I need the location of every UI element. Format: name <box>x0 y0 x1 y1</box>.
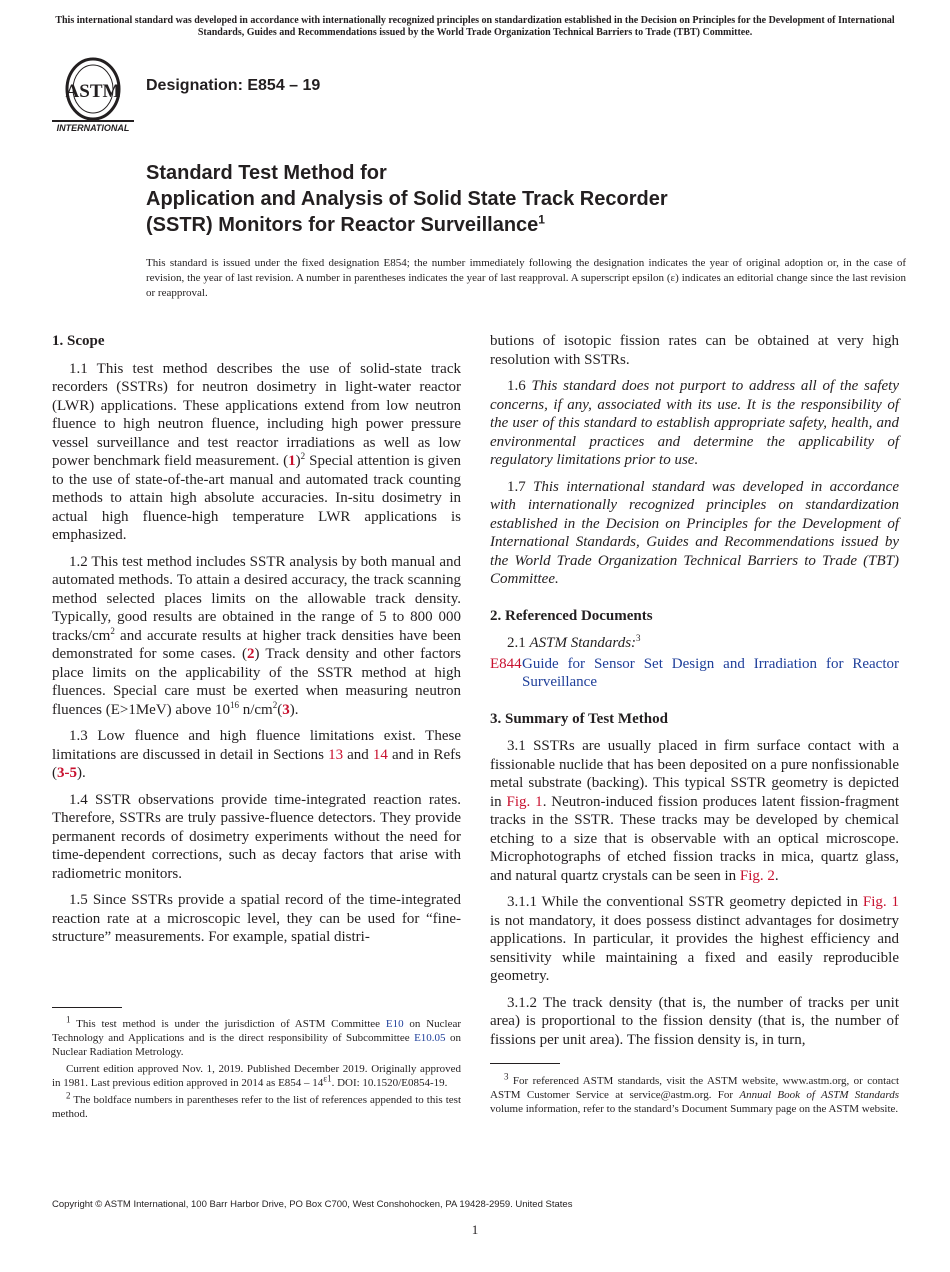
para-2-1: 2.1 ASTM Standards:$^3$ <box>507 633 641 651</box>
section-link-13[interactable]: 13 <box>328 746 344 763</box>
refdoc-code[interactable]: E844 <box>490 655 522 672</box>
ref-link-2[interactable]: 2 <box>246 646 255 662</box>
right-column <box>490 332 899 1057</box>
title-line-3: (SSTR) Monitors for Reactor Surveillance$^1$ <box>146 212 545 236</box>
para-1-3: 1.3 Low fluence and high fluence limitations exist. These limitations are discussed in detail in Sections 13 and 14 and in Refs (3-5). <box>52 728 461 781</box>
section-2-heading: 2. Referenced Documents <box>490 607 653 624</box>
copyright-line: Copyright © ASTM International, 100 Barr Harbor Drive, PO Box C700, West Conshohocken, PA 19428-2959. United States <box>52 1199 573 1210</box>
footnotes-right <box>490 1071 899 1119</box>
footnote-3: $^3$ For referenced ASTM standards, visit the ASTM website, www.astm.org, or contact ASTM Customer Service at service@astm.org. For Annual Book of ASTM Standards volume information, refer to the standard’s Document Summary page on the ASTM website. <box>490 1071 899 1115</box>
ref-link-3-5[interactable]: 3-5 <box>57 765 77 781</box>
fig-2-link[interactable]: Fig. 2 <box>739 867 775 884</box>
referenced-document-e844[interactable] <box>490 655 899 692</box>
footnote-ref-2[interactable]: 2 <box>300 451 306 461</box>
para-1-2: 1.2 This test method includes SSTR analysis by both manual and automated methods. To attain a desired accuracy, the track scanning method selected places limits on the allowable track density. Typically, good results are obtained in the range of 5 to 800 000 tracks/$cm^2$ and accurate results at higher track densities have been demonstrated for some cases. (2) Track density and other factors place limits on the applicability of the SSTR method at high fluences. Special care must be exerted when measuring neutron fluences (E>1MeV) above $10^{16}$ $n/cm^2(3)$. <box>52 553 461 718</box>
footnote-1: $^1$ This test method is under the jurisdiction of ASTM Committee E10 on Nuclear Technology and Applications and is the direct responsibility of Subcommittee E10.05 on Nuclear Radiation Metrology. <box>52 1014 462 1058</box>
issued-note: This standard is issued under the fixed designation E854; the number immediately following the designation indicates the year of original adoption or, in the case of revision, the year of last revision. A number in parentheses indicates the year of last reapproval. A superscript epsilon (ε) indicates an editorial change since the last revision or reapproval. <box>146 257 906 299</box>
para-1-7: 1.7 This international standard was developed in accordance with internationally recognized principles on standardization established in the Decision on Principles for the Development of International Standards, Guides and Recommendations issued by the World Trade Organization Technical Barriers to Trade (TBT) Committee. <box>490 478 899 587</box>
astm-logo <box>52 57 134 133</box>
section-1-heading: 1. Scope <box>52 333 105 349</box>
footnote-rule-left <box>52 1007 122 1008</box>
para-1-4: 1.4 SSTR observations provide time-integrated reaction rates. Therefore, SSTRs are truly passive-fluence detectors. They provide permanent records of dosimetry experiments without the need for time-dependent corrections, such as decay factors that arise with radiometric monitors. <box>52 791 461 882</box>
page-number: 1 <box>471 1222 479 1237</box>
para-1-6: 1.6 This standard does not purport to address all of the safety concerns, if any, associated with its use. It is the responsibility of the user of this standard to establish appropriate safety, health, and environmental practices and determine the applicability of regulatory limitations prior to use. <box>490 378 900 468</box>
tbt-notice: This international standard was developed in accordance with internationally recognized principles on standardization established in the Decision on Principles for the Development of International Standards, Guides and Recommendations issued by the World Trade Organization Technical Barriers to Trade (TBT) Committee. <box>55 15 895 38</box>
logo-letters: ASTM <box>65 81 121 102</box>
title-line-2: Application and Analysis of Solid State Track Recorder <box>146 188 668 210</box>
footnotes-left <box>52 1014 462 1124</box>
document-title <box>146 160 906 238</box>
fig-1-link-2[interactable]: Fig. 1 <box>862 894 899 910</box>
footnote-1-edition: Current edition approved Nov. 1, 2019. Published December 2019. Originally approved in 1981. Last previous edition approved in 2014 as $E854 - 14^{\varepsilon 1}$. DOI: 10.1520/E0854-19. <box>52 1063 461 1089</box>
para-1-1: 1.1 This test method describes the use of solid-state track recorders (SSTRs) for neutron dosimetry in light-water reactor (LWR) applications. These applications extend from low neutron fluence to high neutron fluence, including high power pressure vessel surveillance and test reactor irradiations as well as low power benchmark field measurement. $(1)^2$ Special attention is given to the use of state-of-the-art manual and automated track counting methods to attain high absolute accuracies. In-situ dosimetry in actual high fluence-high temperature LWR applications is emphasized. <box>52 360 461 543</box>
refdoc-title[interactable]: Guide for Sensor Set Design and Irradiation for Reactor Surveillance <box>522 655 899 690</box>
ref-link-1[interactable]: 1 <box>288 453 296 469</box>
para-3-1-2: 3.1.2 The track density (that is, the number of tracks per unit area) is proportional to the fission density (that is, the number of fissions per unit area). The fission density is, in turn, <box>490 994 899 1048</box>
subcommittee-e1005-link[interactable]: E10.05 <box>414 1032 446 1044</box>
footnote-ref-3[interactable]: 3 <box>636 633 641 643</box>
para-1-5-cont: butions of isotopic fission rates can be obtained at very high resolution with SSTRs. <box>490 333 899 368</box>
fig-1-link[interactable]: Fig. 1 <box>506 793 543 810</box>
section-link-14[interactable]: 14 <box>372 746 388 763</box>
designation-label: Designation: <box>146 77 243 94</box>
para-3-1: 3.1 SSTRs are usually placed in firm surface contact with a fissionable nuclide that has been deposited on a pure nonfissionable metal substrate (backing). This typical SSTR geometry is depicted in Fig. 1. Neutron-induced fission produces latent fission-fragment tracks in the SSTR. These tracks may be developed by chemical etching to a size that is observable with an optical microscope. Microphotographs of etched fission tracks in mica, quartz glass, and natural quartz crystals can be seen in Fig. 2. <box>490 738 900 884</box>
logo-text: INTERNATIONAL <box>56 123 130 133</box>
left-column <box>52 332 461 955</box>
designation <box>146 77 320 95</box>
para-3-1-1: 3.1.1 While the conventional SSTR geometry depicted in Fig. 1 is not mandatory, it does possess distinct advantages for dosimetry applications. In particular, it provides the highest efficiency and sensitivity while maintaining a fixed and easily reproducible geometry. <box>490 894 899 984</box>
footnote-2: $^2$ The boldface numbers in parentheses refer to the list of references appended to this test method. <box>52 1090 461 1120</box>
title-line-1: Standard Test Method for <box>146 162 387 184</box>
ref-link-3[interactable]: 3 <box>282 701 290 718</box>
designation-number: E854 – 19 <box>247 77 321 94</box>
para-1-5: 1.5 Since SSTRs provide a spatial record of the time-integrated reaction rate at a microscopic level, they can be used for “fine-structure” measurements. For example, spatial distri- <box>52 892 461 945</box>
footnote-rule-right <box>490 1063 560 1064</box>
title-footnote-mark: 1 <box>538 212 545 227</box>
section-3-heading: 3. Summary of Test Method <box>490 710 668 727</box>
committee-e10-link[interactable]: E10 <box>385 1018 404 1030</box>
